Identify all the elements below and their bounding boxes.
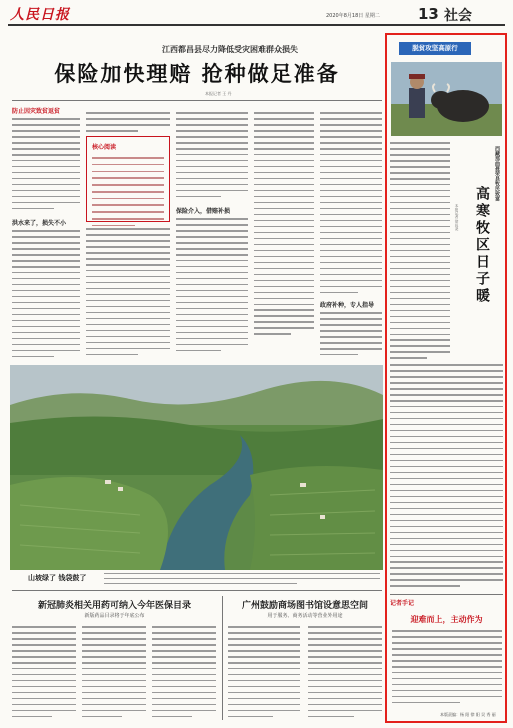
newspaper-logo: 人民日报 <box>10 7 70 23</box>
main-story-column-1a <box>12 118 80 214</box>
bottom-left-column-2 <box>82 626 146 722</box>
main-story-byline: 本报记者 王 丹 <box>205 91 232 96</box>
bottom-right-column-2 <box>308 626 382 722</box>
bottom-left-column-3 <box>152 626 216 722</box>
bottom-column-divider <box>222 596 223 720</box>
bottom-right-column-1 <box>228 626 300 722</box>
main-story-kicker: 江西都昌县尽力降低受灾困难群众损失 <box>162 45 298 54</box>
main-story-subhead-2: 洪水来了，损失不小 <box>12 220 67 227</box>
note-divider <box>390 594 503 595</box>
bottom-right-headline[interactable]: 广州鼓励商场图书馆设意思空间 <box>241 601 368 611</box>
callout-title: 核心阅读 <box>92 144 117 151</box>
bottom-left-subhead: 新版药品目录将于年底公布 <box>84 613 145 619</box>
headline-divider <box>12 100 382 101</box>
bottom-right-subhead: 用于服务、商务活动等营业外用途 <box>267 613 343 619</box>
aerial-landscape-photo <box>10 365 383 570</box>
main-story-subhead-3: 保险介入，借赔补损 <box>176 208 231 215</box>
main-story-subhead-4: 政府补种，专人指导 <box>320 302 375 309</box>
bottom-left-column-1 <box>12 626 76 722</box>
herder-yak-photo <box>391 62 502 136</box>
bottom-left-headline[interactable]: 新冠肺炎相关用药可纳入今年医保目录 <box>37 601 191 611</box>
masthead <box>8 4 505 26</box>
main-story-headline[interactable]: 保险加快理赔 抢种做足准备 <box>54 62 340 86</box>
bottom-divider <box>12 590 382 591</box>
feature-kicker: 西藏那曲聂荣县牧民致富 <box>494 146 500 201</box>
main-story-column-4a <box>254 112 314 339</box>
feature-column-1 <box>390 142 450 363</box>
core-reading-callout <box>86 136 170 222</box>
issue-date: 2020年8月18日 星期二 <box>326 13 380 19</box>
series-tag: 脱贫攻坚高原行 <box>399 42 471 55</box>
reporter-note-body <box>392 630 502 708</box>
feature-byline: 本报记者 徐驭尧 <box>455 204 459 231</box>
main-story-column-5a <box>320 112 382 298</box>
reporter-note-title[interactable]: 迎难而上，主动作为 <box>410 615 483 624</box>
reporter-note-label: 记者手记 <box>390 600 415 607</box>
section-title: 社会 <box>444 8 472 24</box>
feature-headline[interactable]: 高寒牧区日子暖 <box>474 186 490 305</box>
main-story-subhead-1: 防止因灾致贫返贫 <box>12 108 61 115</box>
main-story-column-3a <box>176 112 248 202</box>
main-story-column-2b <box>86 228 170 360</box>
herder-illustration <box>391 62 502 136</box>
photo-caption: 山坡绿了 钱袋鼓了 <box>28 574 87 582</box>
landscape-illustration <box>10 365 383 570</box>
feature-column-2 <box>390 364 503 591</box>
main-story-column-2a <box>86 112 170 136</box>
main-story-column-3b <box>176 218 248 356</box>
page-editor-credit: 本版责编：杨 阳 徐 阳 吴 秀 丽 <box>440 712 496 717</box>
page-number: 13 <box>418 5 439 23</box>
main-story-column-1b <box>12 230 80 362</box>
main-story-column-5b <box>320 312 382 360</box>
photo-caption-text <box>104 573 380 588</box>
